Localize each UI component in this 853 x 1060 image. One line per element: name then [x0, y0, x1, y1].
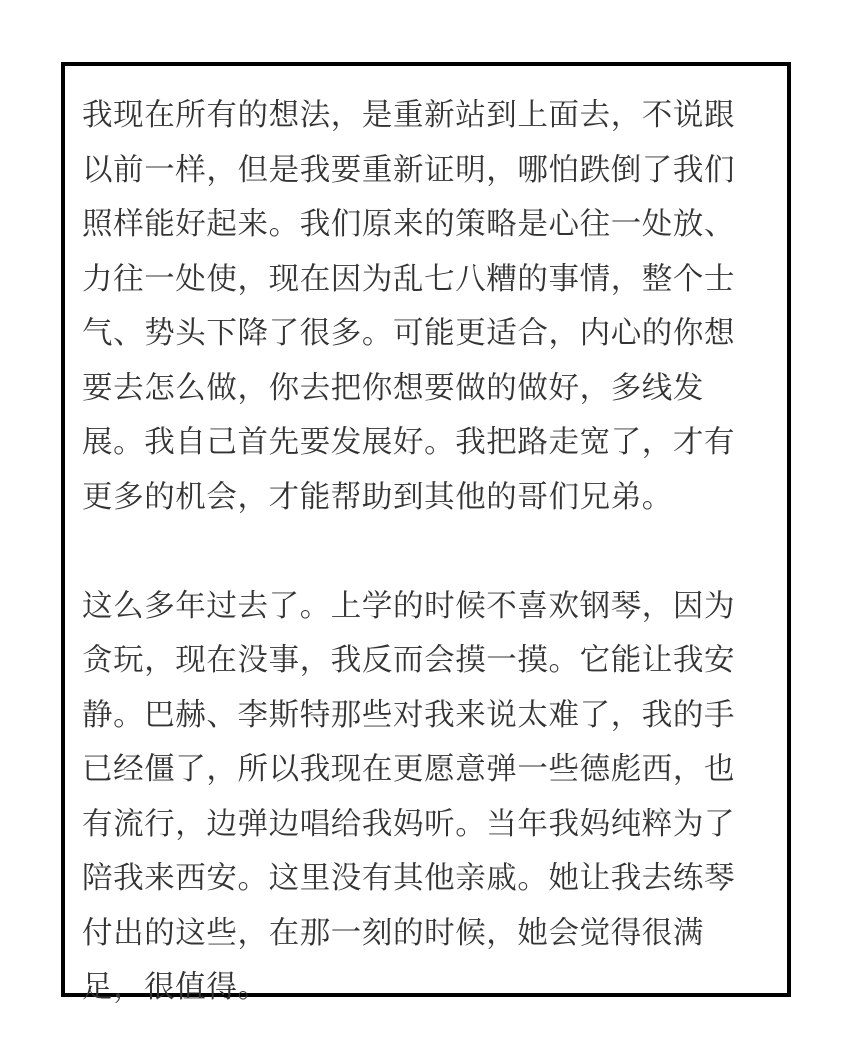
paragraph-1	[82, 89, 772, 525]
text-line: 力往一处使，现在因为乱七八糟的事情，整个士	[82, 261, 736, 297]
text-line: 付出的这些，在那一刻的时候，她会觉得很满	[82, 915, 704, 951]
text-line: 展。我自己首先要发展好。我把路走宽了，才有	[82, 425, 736, 460]
paragraph-spacer	[82, 525, 772, 580]
text-line: 照样能好起来。我们原来的策略是心往一处放、	[82, 207, 736, 242]
text-line: 陪我来西安。这里没有其他亲戚。她让我去练琴	[82, 861, 736, 896]
text-line: 气、势头下降了很多。可能更适合，内心的你想	[82, 316, 736, 351]
text-line: 静。巴赫、李斯特那些对我来说太难了，我的手	[82, 697, 736, 733]
text-line: 已经僵了，所以我现在更愿意弹一些德彪西，也	[82, 752, 736, 787]
text-line: 更多的机会，才能帮助到其他的哥们兄弟。	[82, 479, 673, 515]
text-line: 我现在所有的想法，是重新站到上面去，不说跟	[82, 98, 736, 133]
text-line: 足，很值得。	[82, 970, 269, 1005]
text-line: 贪玩，现在没事，我反而会摸一摸。它能让我安	[82, 643, 736, 678]
quote-content	[82, 89, 772, 1016]
text-line: 有流行，边弹边唱给我妈听。当年我妈纯粹为了	[82, 806, 736, 842]
text-line: 以前一样，但是我要重新证明，哪怕跌倒了我们	[82, 152, 736, 188]
text-line: 这么多年过去了。上学的时候不喜欢钢琴，因为	[82, 588, 736, 624]
text-line: 要去怎么做，你去把你想要做的做好，多线发	[82, 370, 704, 406]
paragraph-2	[82, 580, 772, 1016]
quote-text-box	[61, 62, 791, 1005]
